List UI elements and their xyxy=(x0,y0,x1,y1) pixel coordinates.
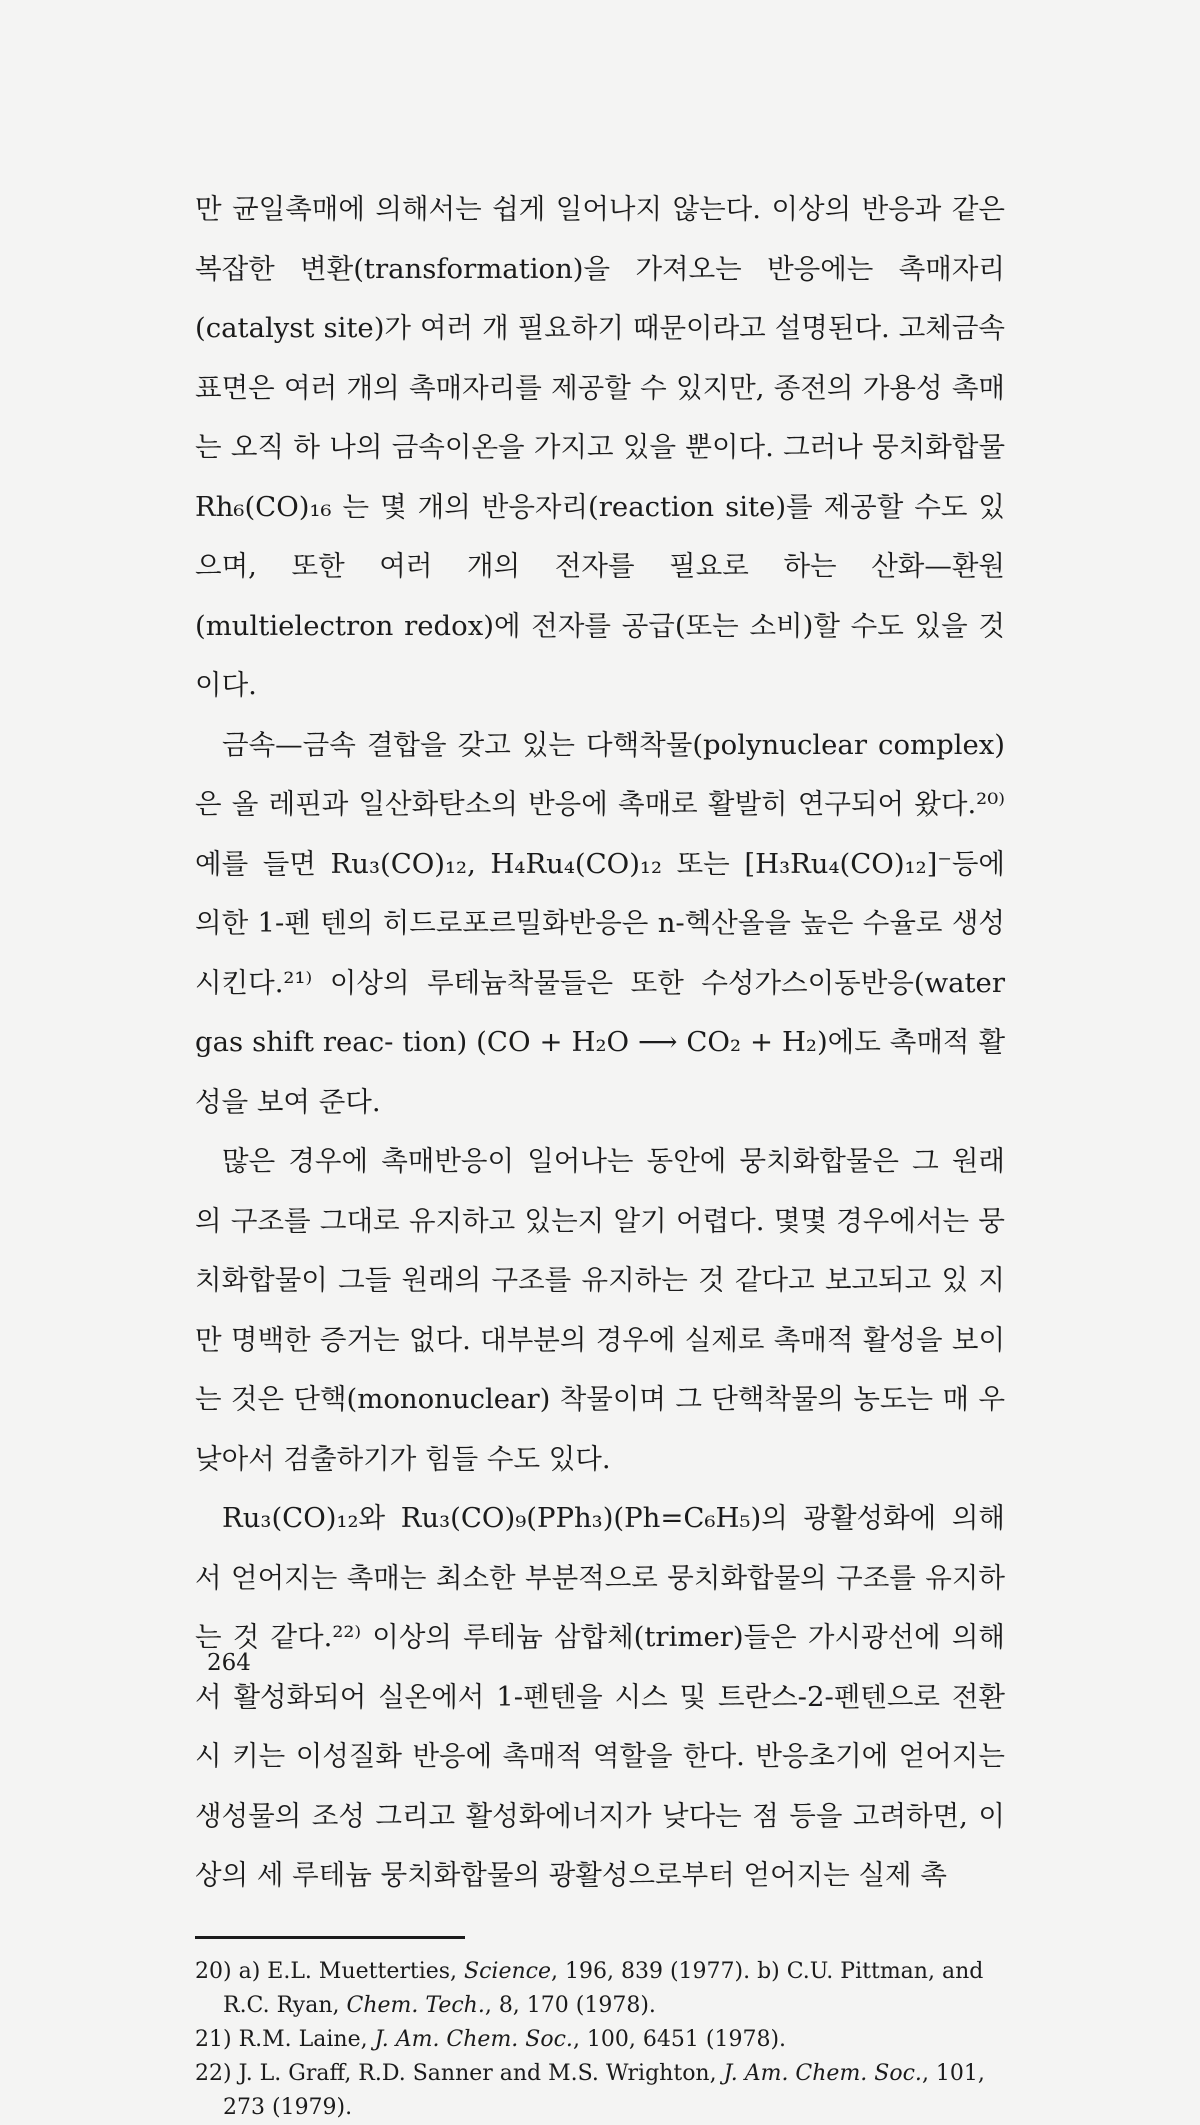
body-text xyxy=(195,180,1005,1906)
text-line: 공급(또는 소비)할 수도 있을 것이다. xyxy=(195,609,1005,701)
text-line: 나의 금속이온을 가지고 있을 뿐이다. 그러나 뭉치화합물 Rh₆(CO)₁₆ xyxy=(195,431,1006,523)
text-line: 는 몇 개의 반응자리(reaction site)를 제공할 수도 있으며, 또한 여러 xyxy=(195,490,1005,582)
footnote xyxy=(195,2057,1005,2125)
citation-text: , 196, 839 (1977). b) C.U. Pittman, and R.C. Ryan, xyxy=(223,1958,984,2018)
citation-journal: Science xyxy=(464,1958,551,1984)
text-line: 얻어지는 촉매는 최소한 부분적으로 뭉치화합물의 구조를 유지하는 xyxy=(195,1561,1005,1653)
citation-text: R.M. Laine, xyxy=(238,2026,375,2052)
footnotes xyxy=(195,1955,1005,2125)
citation-text: , 8, 170 (1978). xyxy=(484,1992,656,2018)
text-line: 텐의 히드로포르밀화반응은 n-헥산올을 높은 수율로 생성시킨다.²¹⁾ xyxy=(195,907,1005,999)
text-line: 만 균일촉매에 의해서는 쉽게 일어나지 않는다. 이상의 반응과 같은 xyxy=(195,193,1005,225)
footnote-number: 21) xyxy=(195,2026,232,2052)
footnote-number: 22) xyxy=(195,2060,232,2086)
paragraph xyxy=(195,1132,1005,1489)
text-line: 의 구조를 그대로 유지하고 있는지 알기 어렵다. 몇몇 경우에서는 xyxy=(195,1204,970,1237)
text-line: Ru₃(CO)₁₂와 Ru₃(CO)₉(PPh₃)(Ph=C₆H₅)의 광활성화에 의해서 xyxy=(195,1502,1005,1594)
text-line: 개의 전자를 필요로 하는 산화—환원(multielectron redox)에 전자를 xyxy=(195,550,1005,642)
text-line: 생성물의 조성 그리고 활성화에너지가 낮다는 점 등을 고려하면, xyxy=(195,1799,968,1832)
text-line: 이상의 루테늄착물들은 또한 수성가스이동반응(water gas shift reac- xyxy=(195,966,1005,1058)
citation-journal: Chem. Tech. xyxy=(346,1992,485,2018)
footnote-number: 20) xyxy=(195,1958,232,1984)
text-line: 활성화되어 실온에서 1-펜텐을 시스 및 트란스-2-펜텐으로 전환시 xyxy=(195,1680,1005,1772)
footnote xyxy=(195,1955,1005,2023)
paragraph xyxy=(195,716,1005,1133)
footnote-separator xyxy=(195,1936,465,1939)
text-line: 레핀과 일산화탄소의 반응에 촉매로 활발히 연구되어 왔다.²⁰⁾ 예를 xyxy=(195,788,1005,880)
paragraph xyxy=(195,180,1005,716)
citation-text: a) E.L. Muetterties, xyxy=(238,1958,465,1984)
text-line: tion) (CO + H₂O ⟶ CO₂ + H₂)에도 촉매적 활성을 보여 준다. xyxy=(195,1026,1006,1118)
text-line: 뭉치화합물이 그들 원래의 구조를 유지하는 것 같다고 보고되고 있 xyxy=(195,1204,1005,1296)
text-line: 지만 명백한 증거는 없다. 대부분의 경우에 실제로 촉매적 활성을 xyxy=(195,1264,1005,1356)
text-line: 복잡한 변환(transformation)을 가져오는 반응에는 촉매자리(catalyst xyxy=(195,252,1005,344)
citation-journal: J. Am. Chem. Soc. xyxy=(723,2060,922,2086)
text-line: 키는 이성질화 반응에 촉매적 역할을 한다. 반응초기에 얻어지는 xyxy=(232,1740,1005,1772)
citation-text: , 101, 273 (1979). xyxy=(223,2060,985,2120)
citation-text: J. L. Graff, R.D. Sanner and M.S. Wrighton, xyxy=(238,2060,724,2086)
text-line: 이상의 세 루테늄 뭉치화합물의 광활성으로부터 얻어지는 실제 촉 xyxy=(195,1799,1005,1891)
text-line: 금속—금속 결합을 갖고 있는 다핵착물(polynuclear complex)은 올 xyxy=(195,728,1005,820)
text-line: 개의 촉매자리를 제공할 수 있지만, 종전의 가용성 촉매는 오직 하 xyxy=(195,371,1005,463)
text-line: site)가 여러 개 필요하기 때문이라고 설명된다. 고체금속 표면은 여러 xyxy=(195,312,1005,404)
citation-journal: J. Am. Chem. Soc. xyxy=(374,2026,573,2052)
text-line: 것 같다.²²⁾ 이상의 루테늄 삼합체(trimer)들은 가시광선에 의해서 xyxy=(195,1621,1005,1713)
text-line: 우 낮아서 검출하기가 힘들 수도 있다. xyxy=(195,1383,1006,1475)
text-line: 들면 Ru₃(CO)₁₂, H₄Ru₄(CO)₁₂ 또는 [H₃Ru₄(CO)₁₂]⁻등에 의한 1-펜 xyxy=(195,847,1006,939)
footnote xyxy=(195,2023,1005,2057)
citation-text: , 100, 6451 (1978). xyxy=(572,2026,787,2052)
page-number: 264 xyxy=(207,1650,251,1676)
text-line: 많은 경우에 촉매반응이 일어나는 동안에 뭉치화합물은 그 원래 xyxy=(222,1145,1005,1177)
text-line: 보이는 것은 단핵(mononuclear) 착물이며 그 단핵착물의 농도는 매 xyxy=(195,1323,1006,1415)
paragraph xyxy=(195,1489,1005,1906)
